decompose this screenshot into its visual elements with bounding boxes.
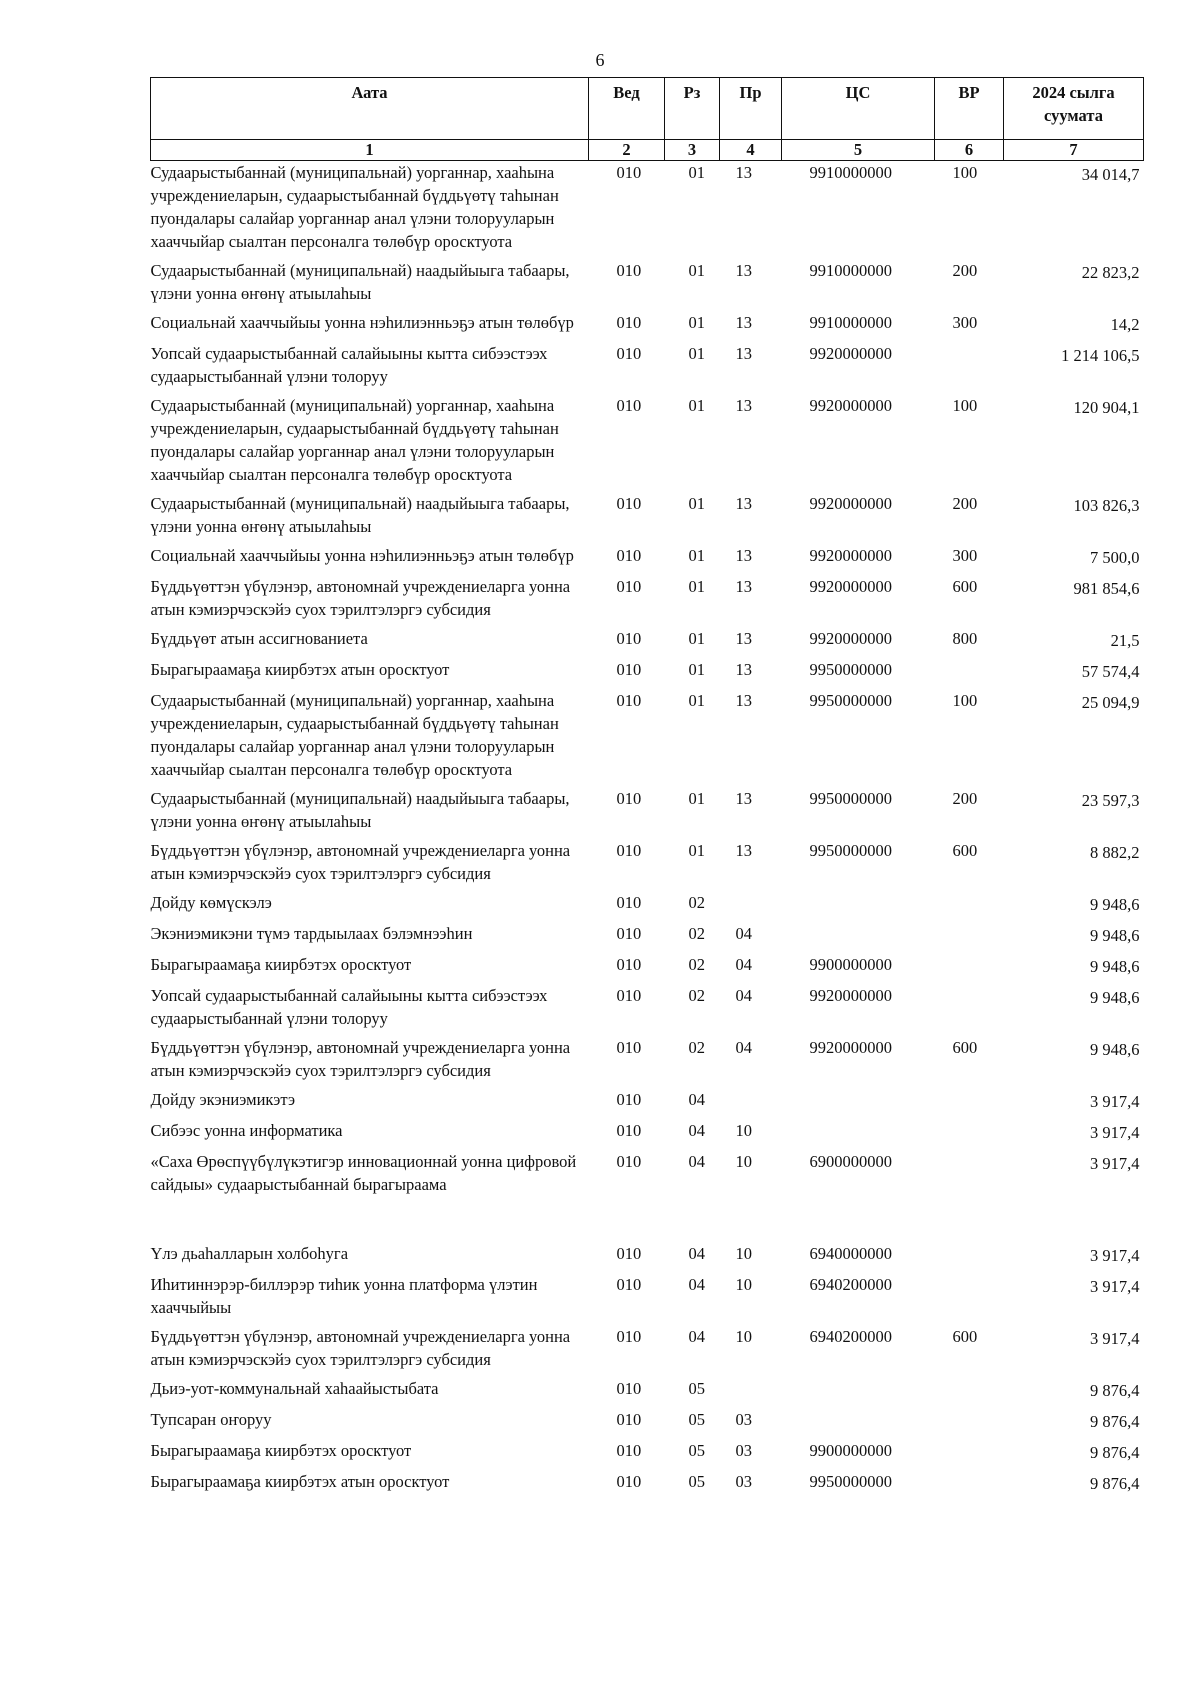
row-pr: 13 xyxy=(735,261,752,280)
row-sum: 3 917,4 xyxy=(1090,1277,1140,1296)
row-ved: 010 xyxy=(616,1472,642,1491)
row-rz: 01 xyxy=(688,546,705,565)
table-row xyxy=(151,891,1144,922)
row-rz: 01 xyxy=(688,577,705,596)
row-sum: 22 823,2 xyxy=(1081,263,1140,282)
row-vr: 300 xyxy=(952,546,978,565)
row-name: «Саха Өрөспүүбүлүкэтигэр инновационнай уонна цифровой сайдыы» судаарыстыбаннай бырагыраама xyxy=(150,1152,577,1194)
row-pr: 13 xyxy=(735,660,752,679)
row-sum: 9 876,4 xyxy=(1090,1412,1140,1431)
header-number: 1 xyxy=(151,140,589,161)
table-row xyxy=(151,161,1144,260)
table-row xyxy=(151,1088,1144,1119)
header-rz: Рз xyxy=(665,78,720,140)
row-vr: 300 xyxy=(952,313,978,332)
row-rz: 02 xyxy=(688,924,705,943)
row-vr xyxy=(935,1242,1004,1273)
row-rz: 04 xyxy=(688,1090,705,1109)
row-pr: 13 xyxy=(735,163,752,182)
row-sum: 120 904,1 xyxy=(1073,398,1140,417)
row-sum: 103 826,3 xyxy=(1073,496,1140,515)
row-vr: 600 xyxy=(952,841,978,860)
row-ved: 010 xyxy=(616,546,642,565)
row-sum: 981 854,6 xyxy=(1073,579,1140,598)
row-pr: 03 xyxy=(735,1410,752,1429)
row-sum: 3 917,4 xyxy=(1090,1123,1140,1142)
row-rz: 01 xyxy=(688,313,705,332)
row-ved: 010 xyxy=(616,1379,642,1398)
row-cs: 9920000000 xyxy=(809,396,892,415)
row-sum: 3 917,4 xyxy=(1090,1154,1140,1173)
row-rz: 04 xyxy=(688,1275,705,1294)
row-cs xyxy=(782,1377,935,1408)
row-name: Дьиэ-уот-коммунальнай хаһаайыстыбата xyxy=(150,1379,439,1398)
row-name: Уопсай судаарыстыбаннай салайыыны кытта сибээстээх судаарыстыбаннай үлэни толоруу xyxy=(150,986,548,1028)
header-number: 5 xyxy=(782,140,935,161)
row-rz: 02 xyxy=(688,955,705,974)
row-pr: 10 xyxy=(735,1152,752,1171)
row-sum: 34 014,7 xyxy=(1081,165,1140,184)
row-rz: 01 xyxy=(688,344,705,363)
table-row xyxy=(151,922,1144,953)
row-pr: 13 xyxy=(735,344,752,363)
row-cs: 9920000000 xyxy=(809,986,892,1005)
header-name: Аата xyxy=(151,78,589,140)
table-row xyxy=(151,1273,1144,1325)
budget-table xyxy=(150,77,1144,1501)
row-vr xyxy=(935,984,1004,1036)
row-vr xyxy=(935,342,1004,394)
row-name: Бырагыраамаҕа киирбэтэх оросктуот xyxy=(150,955,412,974)
row-vr xyxy=(935,658,1004,689)
row-pr: 13 xyxy=(735,546,752,565)
row-ved: 010 xyxy=(616,924,642,943)
row-pr: 13 xyxy=(735,841,752,860)
row-vr: 200 xyxy=(952,494,978,513)
table-row xyxy=(151,627,1144,658)
table-row xyxy=(151,1242,1144,1273)
row-cs: 9900000000 xyxy=(809,1441,892,1460)
row-pr: 13 xyxy=(735,577,752,596)
row-vr: 600 xyxy=(952,1327,978,1346)
row-sum: 8 882,2 xyxy=(1090,843,1140,862)
table-row xyxy=(151,1470,1144,1501)
row-ved: 010 xyxy=(616,841,642,860)
row-pr: 13 xyxy=(735,396,752,415)
row-pr: 13 xyxy=(735,789,752,808)
header-number: 4 xyxy=(720,140,782,161)
row-name: Судаарыстыбаннай (муниципальнай) уорганнар, хааһына учреждениеларын, судаарыстыбаннай бүддьүөтү таһынан пуондалары салайар уорганнар анал үлэни толорууларын хааччыйар сыалтан персоналга төлөбүр оросктуота xyxy=(150,396,559,484)
row-cs: 9920000000 xyxy=(809,546,892,565)
header-number: 2 xyxy=(589,140,665,161)
row-vr: 100 xyxy=(952,691,978,710)
row-rz: 05 xyxy=(688,1379,705,1398)
row-rz: 02 xyxy=(688,986,705,1005)
row-vr: 200 xyxy=(952,789,978,808)
row-sum: 3 917,4 xyxy=(1090,1329,1140,1348)
row-sum: 9 876,4 xyxy=(1090,1474,1140,1493)
row-pr xyxy=(720,1088,782,1119)
row-sum: 21,5 xyxy=(1110,631,1140,650)
row-sum: 14,2 xyxy=(1110,315,1140,334)
row-sum: 9 948,6 xyxy=(1090,957,1140,976)
row-cs: 9950000000 xyxy=(809,789,892,808)
header-number: 7 xyxy=(1004,140,1144,161)
row-rz: 01 xyxy=(688,789,705,808)
row-cs: 9950000000 xyxy=(809,1472,892,1491)
table-row xyxy=(151,984,1144,1036)
row-pr: 10 xyxy=(735,1327,752,1346)
row-name: Тупсаран оҥоруу xyxy=(150,1410,272,1429)
row-rz: 01 xyxy=(688,629,705,648)
row-rz: 01 xyxy=(688,660,705,679)
row-ved: 010 xyxy=(616,1327,642,1346)
row-rz: 02 xyxy=(688,1038,705,1057)
table-row xyxy=(151,1150,1144,1242)
row-vr xyxy=(935,1119,1004,1150)
row-pr: 04 xyxy=(735,1038,752,1057)
row-vr: 800 xyxy=(952,629,978,648)
table-row xyxy=(151,394,1144,492)
row-ved: 010 xyxy=(616,1152,642,1171)
table-row xyxy=(151,839,1144,891)
row-sum: 25 094,9 xyxy=(1081,693,1140,712)
row-ved: 010 xyxy=(616,1441,642,1460)
row-sum: 9 948,6 xyxy=(1090,926,1140,945)
row-cs: 9900000000 xyxy=(809,955,892,974)
row-pr xyxy=(720,1377,782,1408)
row-name: Бырагыраамаҕа киирбэтэх атын оросктуот xyxy=(150,1472,450,1491)
row-vr xyxy=(935,953,1004,984)
table-row xyxy=(151,544,1144,575)
row-ved: 010 xyxy=(616,577,642,596)
row-vr xyxy=(935,1470,1004,1501)
row-cs: 6900000000 xyxy=(809,1152,892,1171)
row-cs: 9920000000 xyxy=(809,494,892,513)
row-pr: 10 xyxy=(735,1121,752,1140)
row-cs: 9920000000 xyxy=(809,344,892,363)
row-ved: 010 xyxy=(616,986,642,1005)
row-vr xyxy=(935,1088,1004,1119)
row-sum: 9 876,4 xyxy=(1090,1381,1140,1400)
row-sum: 7 500,0 xyxy=(1090,548,1140,567)
page-number: 6 xyxy=(595,50,605,70)
row-ved: 010 xyxy=(616,629,642,648)
row-vr: 100 xyxy=(952,163,978,182)
row-name: Дойду экэниэмикэтэ xyxy=(150,1090,296,1109)
table-row xyxy=(151,1036,1144,1088)
row-vr xyxy=(935,891,1004,922)
row-rz: 04 xyxy=(688,1244,705,1263)
row-ved: 010 xyxy=(616,1275,642,1294)
row-cs: 9920000000 xyxy=(809,629,892,648)
row-name: Бүддьүөттэн үбүлэнэр, автономнай учреждениеларга уонна атын кэмиэрчэскэйэ суох тэрилтэлэргэ субсидия xyxy=(150,1327,571,1369)
row-name: Судаарыстыбаннай (муниципальнай) наадыйыыга табаары, үлэни уонна өҥөнү атыылаһыы xyxy=(150,494,570,536)
table-row xyxy=(151,492,1144,544)
row-pr: 10 xyxy=(735,1244,752,1263)
row-vr xyxy=(935,1408,1004,1439)
row-sum: 3 917,4 xyxy=(1090,1092,1140,1111)
row-rz: 04 xyxy=(688,1121,705,1140)
row-sum: 1 214 106,5 xyxy=(1061,346,1140,365)
row-ved: 010 xyxy=(616,1121,642,1140)
table-row xyxy=(151,311,1144,342)
row-vr: 600 xyxy=(952,1038,978,1057)
row-name: Уопсай судаарыстыбаннай салайыыны кытта сибээстээх судаарыстыбаннай үлэни толоруу xyxy=(150,344,548,386)
table-row xyxy=(151,689,1144,787)
row-cs xyxy=(782,1408,935,1439)
row-ved: 010 xyxy=(616,1244,642,1263)
row-rz: 01 xyxy=(688,163,705,182)
row-cs: 9920000000 xyxy=(809,1038,892,1057)
row-pr: 13 xyxy=(735,629,752,648)
row-cs xyxy=(782,922,935,953)
row-cs: 9920000000 xyxy=(809,577,892,596)
row-name: Судаарыстыбаннай (муниципальнай) наадыйыыга табаары, үлэни уонна өҥөнү атыылаһыы xyxy=(150,789,570,831)
row-vr: 600 xyxy=(952,577,978,596)
header-cs: ЦС xyxy=(782,78,935,140)
row-sum: 9 948,6 xyxy=(1090,1040,1140,1059)
row-ved: 010 xyxy=(616,396,642,415)
row-pr: 10 xyxy=(735,1275,752,1294)
row-rz: 01 xyxy=(688,494,705,513)
row-vr xyxy=(935,1377,1004,1408)
row-name: Сибээс уонна информатика xyxy=(150,1121,343,1140)
row-name: Бырагыраамаҕа киирбэтэх атын оросктуот xyxy=(150,660,450,679)
row-cs: 9910000000 xyxy=(809,261,892,280)
header-number: 6 xyxy=(935,140,1004,161)
row-ved: 010 xyxy=(616,1038,642,1057)
table-row xyxy=(151,1119,1144,1150)
row-name: Бүддьүөт атын ассигнованиета xyxy=(150,629,368,648)
row-ved: 010 xyxy=(616,691,642,710)
row-sum: 9 948,6 xyxy=(1090,988,1140,1007)
row-vr: 200 xyxy=(952,261,978,280)
row-name: Үлэ дьаһалларын холбоһуга xyxy=(150,1244,349,1263)
table-row xyxy=(151,1377,1144,1408)
row-ved: 010 xyxy=(616,789,642,808)
row-cs xyxy=(782,1088,935,1119)
table-row xyxy=(151,259,1144,311)
row-sum: 9 876,4 xyxy=(1090,1443,1140,1462)
row-vr xyxy=(935,922,1004,953)
row-ved: 010 xyxy=(616,494,642,513)
row-cs: 6940200000 xyxy=(809,1327,892,1346)
row-pr xyxy=(720,891,782,922)
row-sum: 23 597,3 xyxy=(1081,791,1140,810)
row-ved: 010 xyxy=(616,261,642,280)
table-header xyxy=(151,78,1144,161)
row-rz: 05 xyxy=(688,1472,705,1491)
row-pr: 13 xyxy=(735,494,752,513)
row-pr: 13 xyxy=(735,691,752,710)
row-cs xyxy=(782,1119,935,1150)
row-cs: 9950000000 xyxy=(809,841,892,860)
table-row xyxy=(151,575,1144,627)
row-rz: 04 xyxy=(688,1327,705,1346)
row-ved: 010 xyxy=(616,313,642,332)
row-name: Бырагыраамаҕа киирбэтэх оросктуот xyxy=(150,1441,412,1460)
row-pr: 04 xyxy=(735,955,752,974)
row-rz: 05 xyxy=(688,1410,705,1429)
row-name: Социальнай хааччыйыы уонна нэһилиэнньэҕэ атын төлөбүр xyxy=(150,313,574,332)
row-ved: 010 xyxy=(616,1090,642,1109)
header-sum: 2024 сылга суумата xyxy=(1004,78,1144,140)
row-cs: 9910000000 xyxy=(809,163,892,182)
row-vr xyxy=(935,1439,1004,1470)
row-rz: 01 xyxy=(688,261,705,280)
row-pr: 04 xyxy=(735,924,752,943)
row-rz: 01 xyxy=(688,691,705,710)
table-row xyxy=(151,787,1144,839)
row-cs xyxy=(782,891,935,922)
row-vr xyxy=(935,1273,1004,1325)
row-name: Судаарыстыбаннай (муниципальнай) уорганнар, хааһына учреждениеларын, судаарыстыбаннай бүддьүөтү таһынан пуондалары салайар уорганнар анал үлэни толорууларын хааччыйар сыалтан персоналга төлөбүр оросктуота xyxy=(150,163,559,251)
row-name: Дойду көмүскэлэ xyxy=(150,893,272,912)
row-name: Бүддьүөттэн үбүлэнэр, автономнай учреждениеларга уонна атын кэмиэрчэскэйэ суох тэрилтэлэргэ субсидия xyxy=(150,577,571,619)
table-row xyxy=(151,1439,1144,1470)
row-sum: 57 574,4 xyxy=(1081,662,1140,681)
row-cs: 6940000000 xyxy=(809,1244,892,1263)
row-name: Экэниэмикэни түмэ тардыылаах бэлэмнээһин xyxy=(150,924,473,943)
row-rz: 02 xyxy=(688,893,705,912)
table-row xyxy=(151,953,1144,984)
header-number: 3 xyxy=(665,140,720,161)
row-pr: 04 xyxy=(735,986,752,1005)
row-rz: 01 xyxy=(688,841,705,860)
row-sum: 9 948,6 xyxy=(1090,895,1140,914)
row-ved: 010 xyxy=(616,955,642,974)
row-name: Судаарыстыбаннай (муниципальнай) уорганнар, хааһына учреждениеларын, судаарыстыбаннай бүддьүөтү таһынан пуондалары салайар уорганнар анал үлэни толорууларын хааччыйар сыалтан персоналга төлөбүр оросктуота xyxy=(150,691,559,779)
table-row xyxy=(151,342,1144,394)
row-name: Бүддьүөттэн үбүлэнэр, автономнай учреждениеларга уонна атын кэмиэрчэскэйэ суох тэрилтэлэргэ субсидия xyxy=(150,1038,571,1080)
row-name: Бүддьүөттэн үбүлэнэр, автономнай учреждениеларга уонна атын кэмиэрчэскэйэ суох тэрилтэлэргэ субсидия xyxy=(150,841,571,883)
table-row xyxy=(151,1408,1144,1439)
header-pr: Пр xyxy=(720,78,782,140)
row-ved: 010 xyxy=(616,660,642,679)
row-name: Судаарыстыбаннай (муниципальнай) наадыйыыга табаары, үлэни уонна өҥөнү атыылаһыы xyxy=(150,261,570,303)
row-rz: 05 xyxy=(688,1441,705,1460)
row-pr: 03 xyxy=(735,1441,752,1460)
row-vr: 100 xyxy=(952,396,978,415)
row-pr: 03 xyxy=(735,1472,752,1491)
row-rz: 04 xyxy=(688,1152,705,1171)
row-name: Иһитиннэрэр-биллэрэр тиһик уонна платформа үлэтин хааччыйыы xyxy=(150,1275,538,1317)
row-ved: 010 xyxy=(616,1410,642,1429)
header-ved: Вед xyxy=(589,78,665,140)
table-row xyxy=(151,658,1144,689)
row-sum: 3 917,4 xyxy=(1090,1246,1140,1265)
row-ved: 010 xyxy=(616,893,642,912)
row-ved: 010 xyxy=(616,163,642,182)
row-cs: 9950000000 xyxy=(809,691,892,710)
row-ved: 010 xyxy=(616,344,642,363)
row-name: Социальнай хааччыйыы уонна нэһилиэнньэҕэ атын төлөбүр xyxy=(150,546,574,565)
row-cs: 9910000000 xyxy=(809,313,892,332)
row-cs: 6940200000 xyxy=(809,1275,892,1294)
row-cs: 9950000000 xyxy=(809,660,892,679)
row-rz: 01 xyxy=(688,396,705,415)
table-row xyxy=(151,1325,1144,1377)
row-pr: 13 xyxy=(735,313,752,332)
header-vr: ВР xyxy=(935,78,1004,140)
table-body xyxy=(151,161,1144,1502)
row-vr xyxy=(935,1150,1004,1242)
